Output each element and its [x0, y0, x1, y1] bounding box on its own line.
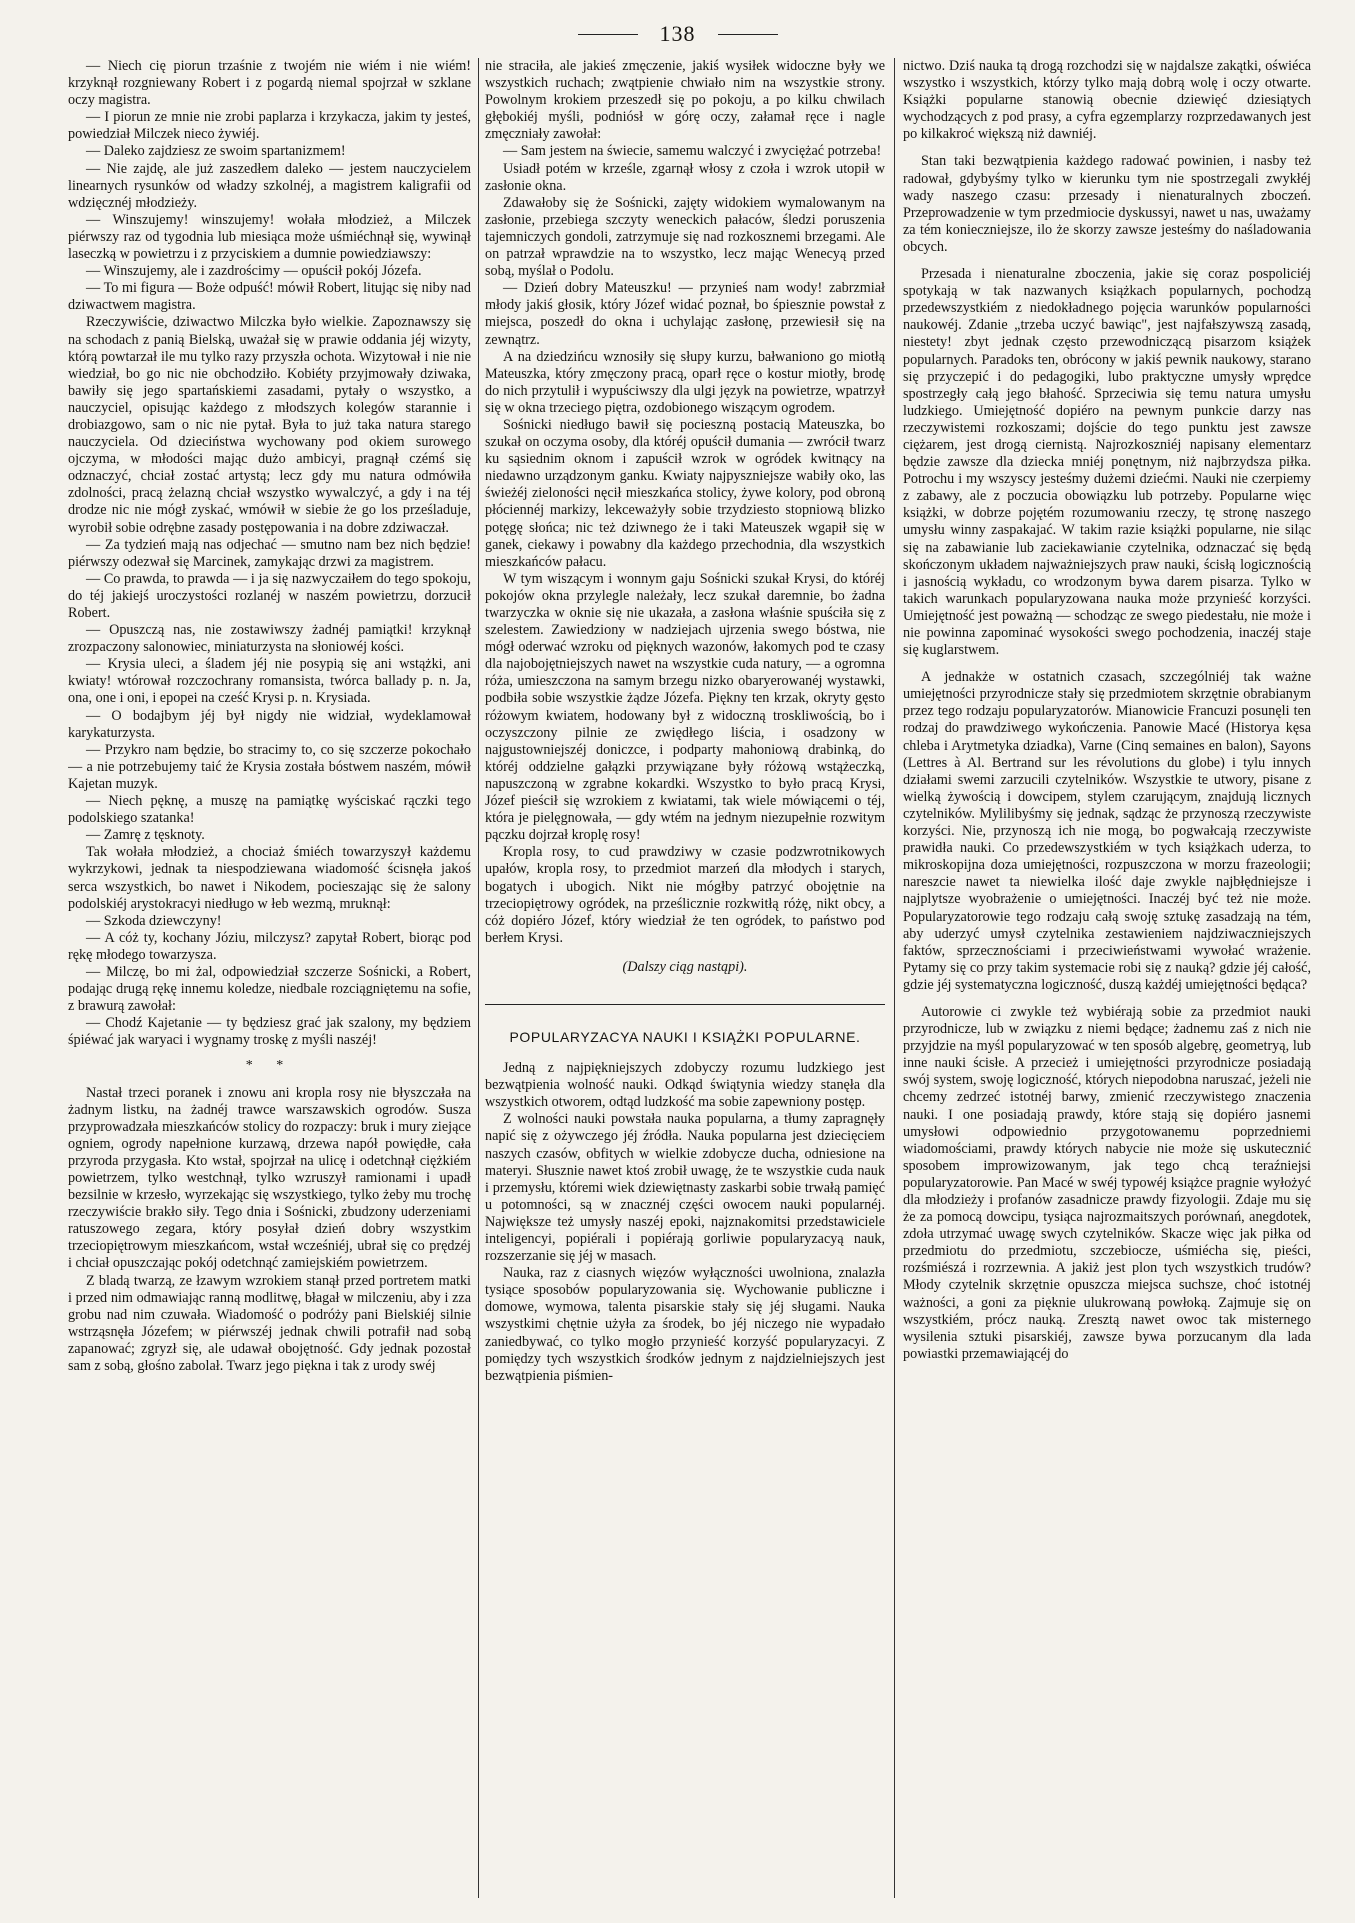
- paragraph: Autorowie ci zwykle też wybiérają sobie za przedmiot nauki przyrodnicze, lub w związku z niemi będące; żadnemu zaś z nich nie przyjdzie na myśl popularyzować w ten sposób algebrę, geometryą, lub inne nauki ścisłe. A przecież i umiejętności przyrodnicze posiadają swój system, swoję logiczność, których niepodobna naruszać, jeżeli nie chcemy zedrzeć istotnéj barwy, zmienić rzeczywistego znaczenia nauki. I one posiadają prawdy, które stają się dopiéro jasnemi umysłowi odpowiednio przygotowanemu poprzedniemi wiadomościami, prawdy których nabycie nie może się uskutecznić sposobem improwizowanym, jak tego chcą teraźniejsi popularyzatorowie. Pan Macé w swéj typowéj książce pragnie wyłożyć dla młodzieży i profanów zasadnicze prawdy fizyologii. Zdaje mu się że za pomocą dowcipu, tysiąca najrozmaitszych porównań, anegdotek, zdoła utrzymać uwagę swych czytelników. Skacze więc jak piłka od przedmiotu do przedmiotu, szczebiocze, uśmiécha się, pieści, rozśmiészá i rozrzewnia. A jakiż jest plon tych wszystkich trudów? Młody czytelnik skrzętnie opuszcza miejsca suchsze, choć istotnéj ważności, a goni za pięknie ulukrowaną powłoką. Zajmuje się on wszystkiém, prócz nauką. Zresztą nawet owoc tak misternego wysilenia sztuki pisarskiéj, zawsze bywa porzucanym dla lada powiastki przemawiającéj do: [903, 1003, 1311, 1362]
- paragraph: — Zamrę z tęsknoty.: [86, 827, 205, 844]
- paragraph: Tak wołała młodzież, a chociaż śmiéch towarzyszył każdemu wykrzykowi, jednak ta niespodziewana wiadomość ścisnęła jakoś serca wszystkich, bo nawet i Nikodem, pocieszając się że salony podolskiéj arystokracyi niedługo w łeb wezmą, mruknął:: [68, 844, 471, 912]
- paragraph: — Krysia uleci, a śladem jéj nie posypią się ani wstążki, ani kwiaty! wtórował rozczochrany romansista, twórca ballady p. n. Ja, ona, one i oni, i epopei na cześć Krysi p. n. Krysiada.: [68, 656, 471, 707]
- article-title: POPULARYZACYA NAUKI I KSIĄŻKI POPULARNE.: [509, 1028, 861, 1045]
- article-divider: [485, 1004, 885, 1005]
- paragraph: W tym wiszącym i wonnym gaju Sośnicki szukał Krysi, do któréj pokojów okna przylegle należały, lecz szukał daremnie, bo żadna twarzyczka w oknie się nie ukazała, a zasłona właśnie spuściła się z szelestem. Zawiedziony w nadziejach ujrzenia swego bóstwa, nie mógł oderwać wzroku od pięknych wazonów, łakomych pod te czasy dla najobojętniejszych nawet na wszystkie cuda natury, — a ogromna róża, umieszczona na samym brzegu nizko obaryerowanéj wystawki, podbiła sobie wszystkie żądze Józefa. Piękny ten krzak, okryty gęsto różowym kwiatem, hodowany był z widoczną troskliwością, bo i oczyszczony pilnie ze zwiędłego liścia, i osadzony w najgustowniejszéj doniczce, i podparty mahoniową drabinką, do któréj oddzielne gałązki przywiązane były różową wstążeczką, napuszczoną w zgrabne kokardki. Wszystko to było pracą Krysi, Józef pieścił się wzrokiem z kwiatami, tak wiele mówiącemi o téj, która je pielęgnowała, — gdy wtém na jednym niezupełnie rozwitym pączku dojrzał kroplę rosy!: [485, 570, 885, 844]
- paragraph: — Opuszczą nas, nie zostawiwszy żadnéj pamiątki! krzyknął zrozpaczony salonowiec, miniaturzysta na słoniowéj kości.: [68, 622, 471, 656]
- paragraph: — Sam jestem na świecie, samemu walczyć i zwyciężać potrzeba!: [503, 143, 882, 160]
- paragraph-gap: [903, 994, 1311, 1004]
- paragraph: — O bodajbym jéj był nigdy nie widział, wydeklamował karykaturzysta.: [68, 707, 471, 741]
- paragraph-gap: [903, 256, 1311, 266]
- paragraph: A jednakże w ostatnich czasach, szczególniéj tak ważne umiejętności przyrodnicze stały się przedmiotem skrzętnie obrabianym przez tego rodzaju popularyzatorów. Mianowicie Francuzi posunęli ten rodzaj do prawdziwego wykończenia. Panowie Macé (Historya kęsa chleba i Arytmetyka dziadka), Varne (Cinq semaines en balon), Sayons (Lettres à Al. Bertrand sur les révolutions du globe) i tylu innych działami swemi zarzucili czytelników. Wszystkie te utwory, pisane z wielką żywością i dowcipem, stylem czarującym, znajdują licznych czytelników. Mylilibyśmy się jednak, sądząc że przynoszą rzeczywiste korzyści. Nie, przynoszą ich nie mogą, bo pogwałcają rzeczywiste prawidła nauki. Co przedewszystkiém w tych książkach uderza, to mikroskopijna doza umiejętności, rozpuszczona w morzu frazeologii; nareszcie nawet ta niewielka ilość daje zwykle najbłędniejsze i najplytsze wyobrażenie o umiejętności. Inaczéj być też nie może. Popularyzatorowie tego rodzaju całą swoję sztukę zasadzają na tém, aby uderzyć umysł czytelnika zestawieniem najdziwaczniejszych faktów, sprzecznościami i przeciwieństwami wywołać wrażenie. Pytamy się co przy takim systemacie robi się z nauką? gdzie jéj całość, gdzie jéj systematyczna logiczność, duszą każdéj umiejętności będąca?: [903, 669, 1311, 993]
- column-2: [485, 58, 885, 1898]
- paragraph: — A cóż ty, kochany Józiu, milczysz? zapytał Robert, biorąc pod rękę młodego towarzysza.: [68, 929, 471, 963]
- paragraph: Z wolności nauki powstała nauka popularna, a tłumy zapragnęły napić się z ożywczego jéj źródła. Nauka popularna jest dziecięciem naszych czasów, obfitych w wielkie zdobycze ducha, odniesione na materyi. Słusznie nawet ktoś zrobił uwagę, że te wszystkie cuda nauk i przemysłu, któremi wiek dziewiętnasty zaskarbi sobie trwałą pamięć u potomności, są w znacznéj części owocem nauki popularnéj. Największe też umysły naszéj epoki, najznakomitsi przedstawiciele inteligencyi, popiérali i popiérają gorliwie popularyzacyą nauk, rozszerzanie się jéj w masach.: [485, 1111, 885, 1265]
- paragraph: — Szkoda dziewczyny!: [86, 912, 222, 929]
- paragraph: Usiadł potém w krześle, zgarnął włosy z czoła i wzrok utopił w zasłonie okna.: [485, 160, 885, 194]
- paragraph-gap: [903, 143, 1311, 153]
- paragraph: — Winszujemy, ale i zazdrościmy — opuścił pokój Józefa.: [86, 263, 422, 280]
- paragraph-gap: [903, 659, 1311, 669]
- column-divider: [894, 58, 895, 1898]
- paragraph: — Dzień dobry Mateuszku! — przynieś nam wody! zabrzmiał młody jakiś głosik, który Józef widać poznał, bo śpiesznie powstał z miejsca, poszedł do okna i uchylając zasłonę, przewiesił się na zewnątrz.: [485, 280, 885, 348]
- paragraph: Nastał trzeci poranek i znowu ani kropla rosy nie błyszczała na żadnym listku, na żadnéj trawce warszawskich ogrodów. Susza przyprowadzała mieszkańców stolicy do rozpaczy: bruk i mury ziejące ogniem, ogrody napełnione kurzawą, drzewa napół powiędłe, cała przyroda przygasła. Kto wstał, spojrzał na ulicę i odetchnął ciężkiém powietrzem, tylko westchnął, tylko wzruszył ramionami i upadł bezsilnie w krzesło, wyrzekając się wszystkiego, tylko żeby mu trochę rzeczywiście brakło siły. Tego dnia i Sośnicki, zbudzony uderzeniami ratuszowego zegara, który posyłał dzień dobry wszystkim trzeciopiętrowym mieszkańcom, wstał wcześniéj, ubrał się co prędzéj i chciał opuszczając pokój odetchnąć zamiejskiém powietrzem.: [68, 1084, 471, 1272]
- paragraph: Kropla rosy, to cud prawdziwy w czasie podzwrotnikowych upałów, kropla rosy, to przedmiot marzeń dla młodych i starych, bogatych i ubogich. Nikt nie mógłby patrzyć obojętnie na trzeciopiętrowy ogródek, na prześlicznie rozkwitłą różę, nikt obcy, a cóż dopiéro Józef, który wiedział że ten ogródek, to państwo pod berłem Krysi.: [485, 844, 885, 946]
- column-1: [68, 58, 471, 1898]
- column-divider: [478, 58, 479, 1898]
- paragraph: — Daleko zajdziesz ze swoim spartanizmem!: [86, 143, 346, 160]
- page-header: [0, 14, 1355, 54]
- paragraph: — Milczę, bo mi żal, odpowiedział szczerze Sośnicki, a Robert, podając drugą rękę innemu koledze, niedbale rozciągniętemu na sofie, z brawurą zawołał:: [68, 963, 471, 1015]
- section-break-stars: * *: [245, 1058, 294, 1074]
- page-number: 138: [659, 21, 696, 46]
- column-3: [903, 58, 1311, 1898]
- paragraph: — I piorun ze mnie nie zrobi paplarza i krzykacza, jakim ty jesteś, powiedział Milczek nieco żywiéj.: [68, 109, 471, 143]
- paragraph: Sośnicki niedługo bawił się pocieszną postacią Mateuszka, bo szukał on oczyma osoby, dla któréj opuścił dumania — zwrócił twarz ku sąsiednim oknom i zapuścił wzrok w ogródek kwitnący na niedawno urządzonym ganku. Kwiaty najpyszniejsze wabiły oko, las świeżéj zieloności nęcił mieszkańca stolicy, żywe kolory, pod obroną płóciennéj markizy, lekceważyły sobie trzydziesto stopniową blizko potęgę słońca; nic też dziwnego że i taki Mateuszek wgapił się w ganek, ciekawy i powabny dla każdego przechodnia, dla wszystkich mieszkańców pałacu.: [485, 416, 885, 570]
- paragraph: — Za tydzień mają nas odjechać — smutno nam bez nich będzie! piérwszy odezwał się Marcinek, zamykając drzwi za magistrem.: [68, 536, 471, 570]
- paragraph: — To mi figura — Boże odpuść! mówił Robert, litując się niby nad dziwactwem magistra.: [68, 280, 471, 314]
- continuation-note: (Dalszy ciąg nastąpi).: [622, 958, 748, 975]
- paragraph: Jedną z najpiękniejszych zdobyczy rozumu ludzkiego jest bezwątpienia wolność nauki. Odkąd świątynia wiedzy stanęła dla wszystkich otworem, odtąd ludzkość ma sobie zapewniony postęp.: [485, 1060, 885, 1111]
- paragraph: Zdawałoby się że Sośnicki, zajęty widokiem wymalowanym na zasłonie, przebiega szczyty weneckich pałaców, śledzi poruszenia tajemniczych gondoli, zatrzymuje się nad rozkosznemi brzegami. Ale on patrzał wprawdzie na to wszystko, lecz mając Wenecyą przed sobą, myślał o Podolu.: [485, 194, 885, 280]
- paragraph: — Winszujemy! winszujemy! wołała młodzież, a Milczek piérwszy raz od tygodnia lub miesiąca może uśmiéchnął się, wywinął laseczką w powietrzu i z przyciskiem a dumnie powiedziawszy:: [68, 211, 471, 263]
- paragraph: Z bladą twarzą, ze łzawym wzrokiem stanął przed portretem matki i przed nim odmawiając ranną modlitwę, błagał w milczeniu, aby i zza grobu nad nim czuwała. Wiadomość o podróży pani Bielskiéj silnie wstrząsnęła Józefem; w piérwszéj jednak chwili potrafił nad sobą zapanować; zgryzł się, ale udawał obojętność. Gdy jednak pozostał sam z sobą, głośno zabolał. Twarz jego piękna i tak z urody swéj: [68, 1272, 471, 1375]
- paragraph: — Chodź Kajetanie — ty będziesz grać jak szalony, my będziem śpiéwać jak waryaci i wygnamy troskę z myśli naszéj!: [68, 1015, 471, 1049]
- paragraph: Nauka, raz z ciasnych więzów wyłączności uwolniona, znalazła tysiące sposobów popularyzowania się. Wychowanie publiczne i domowe, wymowa, talenta pisarskie stały się jéj sługami. Nauka wszystkimi chętnie użyła za środek, bo jéj niczego nie wypadało zaniedbywać, co tylko mogło przynieść korzyść popularyzacyi. Z pomiędzy tych wszystkich środków jednym z najdzielniejszych jest bezwątpienia piśmien-: [485, 1265, 885, 1384]
- paragraph: Rzeczywiście, dziwactwo Milczka było wielkie. Zapoznawszy się na schodach z panią Bielską, uważał się w prawie oddania jéj wizyty, którą powtarzał ile mu tylko razy przyszła ochota. Wizytował i nie nie wiedział, bo go nic nie obchodziło. Kobiéty przyjmowały dziwaka, bawiły się jego spartańskiemi zasadami, pytały o wszystko, a nauczyciel, opisując każdego z młodszych kolegów starannie i drobiazgowo, sam o nic nie pytał. Była to już taka natura starego nauczyciela. Od dzieciństwa wychowany pod okiem surowego ojczyma, w młodości mając dużo ambicyi, pragnął czémś się odznaczyć, chciał zostać artystą; lecz gdy mu natura odmówiła zdolności, pracą żelazną chciał wszystko wywalczyć, a gdy i na téj drodze nic nie mógł zyskać, wmówił w siebie że go los prześladuje, wyrobił sobie odrębne zasady postępowania i na dobre zdziwaczał.: [68, 314, 471, 536]
- paragraph: A na dziedzińcu wznosiły się słupy kurzu, bałwaniono go miotłą Mateuszka, który zmęczony pracą, oparł ręce o kostur miotły, brodę do nich przytulił i wypuściwszy dla ulgi język na powietrze, wpatrzył się w okna trzeciego piętra, ozdobionego wiszącym ogrodem.: [485, 348, 885, 416]
- header-rule-left: [578, 34, 638, 35]
- paragraph: nictwo. Dziś nauka tą drogą rozchodzi się w najdalsze zakątki, oświéca wszystko i wszystkich, którzy tylko mają dobrą wolę i oczy otwarte. Książki popularne stanowią obecnie dziewięć dziesiątych wychodzących z pod prasy, a cyfra egzemplarzy rozprzedawanych jest po kilkakroć większą niż dawniéj.: [903, 58, 1311, 143]
- paragraph: — Przykro nam będzie, bo stracimy to, co się szczerze pokochało — a nie potrzebujemy taić że Krysia została bóstwem naszém, mówił Kajetan muzyk.: [68, 741, 471, 792]
- paragraph: Przesada i nienaturalne zboczenia, jakie się coraz pospoliciéj spotykają w tak nazwanych książkach popularnych, pochodzą przedewszystkiém z niedokładnego pojęcia warunków popularności naukowéj. Zdanie „trzeba uczyć bawiąc", jest najfałszywszą zasadą, niestety! zbyt jednak często przewodniczącą pisarzom książek popularnych. Paradoks ten, obrócony w jakiś pewnik naukowy, starano się przyczepić i do pedagogiki, lubo praktyczne umysły wprędce spostrzegły całą jego błahość. Sprzeciwia się temu natura umysłu ludzkiego. Umiejętność dopiéro na pewnym punkcie darzy nas rzeczywistemi rozkoszami; dojście do tego punktu jest zawsze ciężarem, jest drogą ciernistą. Najrozkoszniéj napisany elementarz będzie zawsze dla dziecka mniéj ponętnym, niż najbrzydsza piłka. Potrochu i my wszyscy jesteśmy dużemi dziećmi. Nauki nie czerpiemy z zabawy, ale z poczucia obowiązku lub potrzeby. Popularne więc książki, w dobrze pojętém rozumowaniu rzeczy, tę stronę naszego umysłu winny zaspakajać. W takim razie książki popularne, nie siląc się na zabawianie lub zaciekawianie czytelnika, odznaczać się będą skończonym układem najważniejszych praw nauki, ścisłą logicznością i jasnością wykładu, co wrodzonym bywa darem pisarza. Tylko w takich warunkach popularyzowana nauka może przynieść korzyści. Umiejętność jest poważną — schodząc ze swego piedestału, nie może i nie powinna zapominać wysokości swego pochodzenia, inaczéj staje się kuglarstwem.: [903, 266, 1311, 659]
- header-rule-right: [718, 34, 778, 35]
- paragraph: — Niech pęknę, a muszę na pamiątkę wyściskać rączki tego podolskiego szatanka!: [68, 793, 471, 827]
- paragraph: nie straciła, ale jakieś zmęczenie, jakiś wysiłek widoczne były we wszystkich ruchach; zwątpienie chwiało nim na wszystkie strony. Powolnym krokiem przeszedł się po pokoju, a po kilku chwilach głębokiéj myśli, podniósł w górę oczy, załamał ręce i nagle zmęczniały zawołał:: [485, 58, 885, 143]
- paragraph: — Nie zajdę, ale już zaszedłem daleko — jestem nauczycielem linearnych rysunków od władzy szkolnéj, a magistrem kaligrafii od wdzięcznéj młodzieży.: [68, 160, 471, 211]
- paragraph: — Niech cię piorun trzaśnie z twojém nie wiém i nie wiém! krzyknął rozgniewany Robert i z pogardą niemal spojrzał w szklane oczy magistra.: [68, 58, 471, 109]
- paragraph: — Co prawda, to prawda — i ja się nazwyczaiłem do tego spokoju, do téj jakiejś uroczystości rozlanéj w naszém powietrzu, dorzucił Robert.: [68, 570, 471, 621]
- paragraph: Stan taki bezwątpienia każdego radować powinien, i nasby też radował, gdybyśmy tylko w kierunku tym nie spostrzegali zwykłéj wady naszego czasu: przesady i nienaturalnych zboczeń. Przeprowadzenie w tym przedmiocie dyskussyi, nawet u nas, uważamy za tém konieczniejsze, ilo że skorzy zawsze jesteśmy do naśladowania obcych.: [903, 153, 1311, 255]
